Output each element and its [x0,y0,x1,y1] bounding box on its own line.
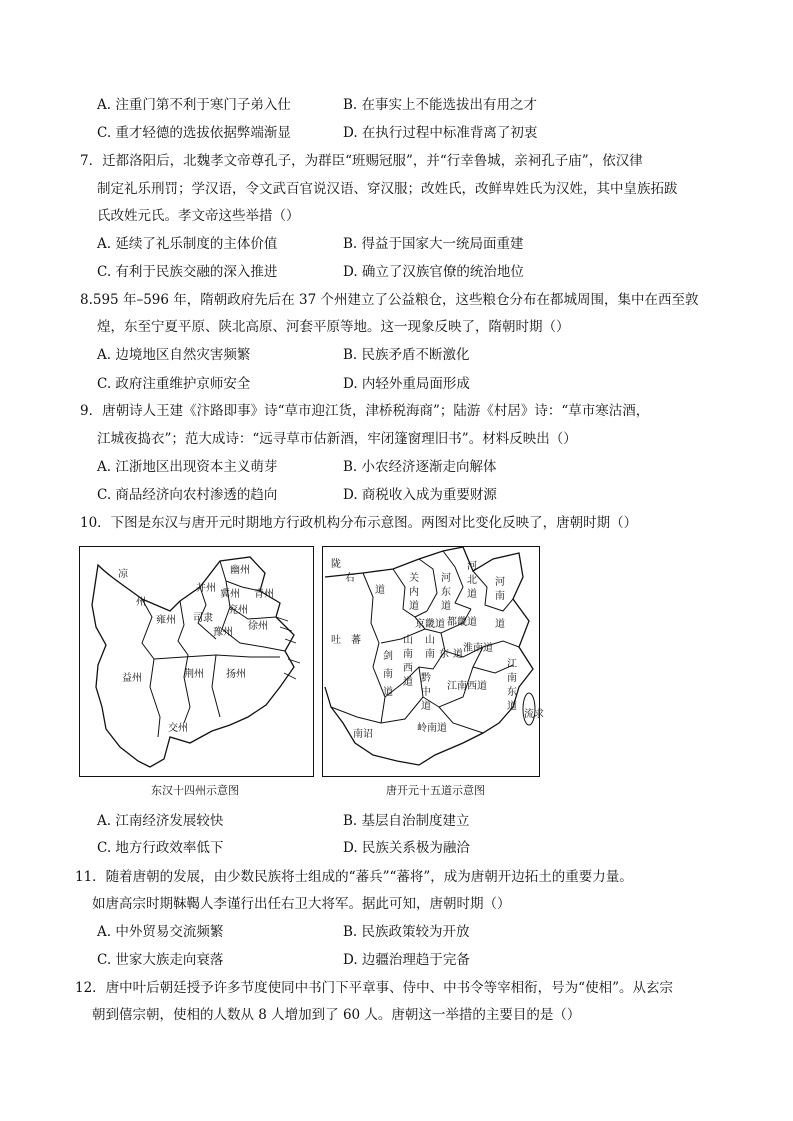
q9-option-a: A. 江浙地区出现资本主义萌芽 [97,459,278,475]
map2-label: 道 [495,619,505,630]
map2-label: 道 [409,601,419,612]
q6-option-d: D. 在执行过程中标准背离了初衷 [343,125,538,141]
map2-caption: 唐开元十五道示意图 [386,784,485,797]
q9-option-b: B. 小农经济逐渐走向解体 [343,459,497,475]
q7-option-a: A. 延续了礼乐制度的主体价值 [97,236,278,252]
map2-label: 道 [383,687,393,698]
map1-label: 益州 [122,673,142,684]
map1-label: 扬州 [226,669,246,680]
map2-label: 道 [507,701,517,712]
q9-stem-line1: 9．唐朝诗人王建《汴路即事》诗“草市迎江货，津桥税海商”；陆游《村居》诗：“草市寒沽酒， [80,403,650,419]
q11-stem-line2: 如唐高宗时期靺鞨人李谨行出任右卫大将军。据此可知，唐朝时期（） [92,896,511,912]
q11-option-c: C. 世家大族走向衰落 [97,952,224,968]
map2-label: 西 [403,663,413,674]
q7-stem-line3: 氏改姓元氏。孝文帝这些举措（） [97,208,300,224]
map2-label: 山 [425,635,435,646]
map2-label: 都畿道 [447,617,477,628]
map1-label: 冀州 [220,589,240,600]
map2-label: 东 [507,687,517,698]
map1-label: 徐州 [248,621,268,632]
map1-label: 司隶 [193,613,213,624]
map2-label: 南 [495,591,505,602]
q9-stem-line2: 江城夜捣衣”；范大成诗：“远寻草市估新酒，牢闭篷窗理旧书”。材料反映出（） [97,431,577,447]
map1-label: 交州 [168,723,188,734]
map2-label: 内 [409,587,419,598]
map2-label: 黔 [421,673,431,684]
map2-label: 江南西道 [447,681,487,692]
map2-label: 流求 [524,709,544,720]
map1-label: 雍州 [156,615,176,626]
map-tang-kaiyuan-svg [323,547,544,776]
map2-label: 中 [421,687,431,698]
map2-label: 京畿道 [415,619,445,630]
map2-label: 东 [441,587,451,598]
map2-label: 道 [453,649,463,660]
q7-option-c: C. 有利于民族交融的深入推进 [97,264,278,280]
map2-label: 道 [421,701,431,712]
q9-option-c: C. 商品经济向农村渗透的趋向 [97,487,278,503]
map-eastern-han [79,546,314,777]
map2-label: 河 [495,577,505,588]
map2-label: 关 [409,573,419,584]
map2-label: 岭南道 [417,723,447,734]
map1-label: 荆州 [184,669,204,680]
q7-option-d: D. 确立了汉族官僚的统治地位 [343,264,524,280]
q8-stem-line2: 煌，东至宁夏平原、陕北高原、河套平原等地。这一现象反映了，隋朝时期（） [97,319,570,335]
map1-label: 青州 [254,589,274,600]
map-eastern-han-svg [80,547,313,776]
q11-option-b: B. 民族政策较为开放 [343,924,470,940]
map2-label: 右 [345,573,355,584]
q8-option-d: D. 内轻外重局面形成 [343,376,470,392]
map2-label: 道 [403,677,413,688]
q6-option-b: B. 在事实上不能选拔出有用之才 [343,97,538,113]
map2-label: 南 [383,669,393,680]
map2-label: 道 [467,589,477,600]
q10-option-a: A. 江南经济发展较快 [97,813,224,829]
map2-label: 道 [375,585,385,596]
q11-option-a: A. 中外贸易交流频繁 [97,924,224,940]
map2-label: 淮南道 [463,643,493,654]
q6-option-a: A. 注重门第不利于寒门子弟入仕 [97,97,291,113]
map2-label: 南 [425,649,435,660]
map1-caption: 东汉十四州示意图 [151,784,239,797]
map1-label: 州 [136,597,146,608]
map2-label: 蕃 [351,635,361,646]
map1-label: 豫州 [213,627,233,638]
q10-option-d: D. 民族关系极为融洽 [343,840,470,856]
q8-stem-line1: 8.595 年–596 年，隋朝政府先后在 37 个州建立了公益粮仓，这些粮仓分布在都城周围，集中在西至敦 [80,292,699,308]
q10-stem-line1: 10．下图是东汉与唐开元时期地方行政机构分布示意图。两图对比变化反映了，唐朝时期（） [80,515,638,531]
q8-option-c: C. 政府注重维护京师安全 [97,376,251,392]
q7-stem-line1: 7．迁都洛阳后，北魏孝文帝尊孔子，为群臣“班赐冠服”，并“行幸鲁城，亲祠孔子庙”，依汉律 [80,153,643,169]
q10-option-b: B. 基层自治制度建立 [343,813,470,829]
q10-option-c: C. 地方行政效率低下 [97,840,224,856]
q7-option-b: B. 得益于国家大一统局面重建 [343,236,524,252]
map2-label: 东 [439,649,449,660]
q8-option-b: B. 民族矛盾不断激化 [343,347,470,363]
map2-label: 南 [403,649,413,660]
map2-label: 南诏 [353,729,373,740]
q11-stem-line1: 11．随着唐朝的发展，由少数民族将士组成的“蕃兵”“蕃将”，成为唐朝开边拓土的重要力量。 [75,869,633,885]
map2-label: 南 [507,673,517,684]
q12-stem-line1: 12．唐中叶后朝廷授予许多节度使同中书门下平章事、侍中、中书令等宰相衔，号为“使相”。从玄宗 [75,980,673,996]
map2-label: 河 [441,573,451,584]
map2-label: 山 [403,635,413,646]
map2-label: 北 [467,575,477,586]
q7-stem-line2: 制定礼乐刑罚；学汉语，令文武百官说汉语、穿汉服；改姓氏，改鲜卑姓氏为汉姓，其中皇族拓跋 [97,181,678,197]
map2-label: 剑 [383,651,393,662]
map1-label: 幽州 [230,565,250,576]
map-tang-kaiyuan [322,546,544,777]
map1-label: 并州 [196,583,216,594]
q8-option-a: A. 边境地区自然灾害频繁 [97,347,251,363]
map2-label: 陇 [331,559,341,570]
map1-label: 凉 [118,569,128,580]
map2-label: 江 [507,659,517,670]
q12-stem-line2: 朝到僖宗朝，使相的人数从 8 人增加到了 60 人。唐朝这一举措的主要目的是（） [92,1007,581,1023]
map1-label: 兖州 [228,605,248,616]
q9-option-d: D. 商税收入成为重要财源 [343,487,497,503]
q11-option-d: D. 边疆治理趋于完备 [343,952,470,968]
map2-label: 道 [441,601,451,612]
map2-label: 吐 [331,635,341,646]
q6-option-c: C. 重才轻德的选拔依据弊端渐显 [97,125,291,141]
map2-label: 河 [467,561,477,572]
